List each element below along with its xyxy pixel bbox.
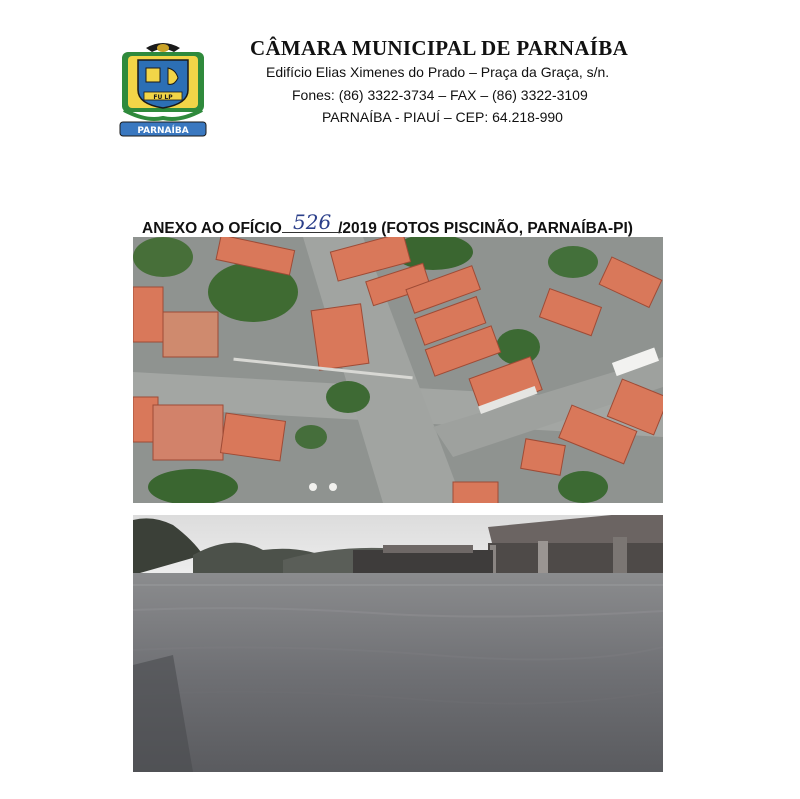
address-line: Edifício Elias Ximenes do Prado – Praça da Graça, s/n. bbox=[266, 64, 610, 80]
handwritten-office-number: 526 bbox=[286, 210, 338, 234]
coat-of-arms-icon bbox=[116, 38, 210, 142]
city-line: PARNAÍBA - PIAUÍ – CEP: 64.218-990 bbox=[322, 109, 563, 125]
crest-shield-text: FU LP bbox=[153, 94, 173, 101]
institution-title: CÂMARA MUNICIPAL DE PARNAÍBA bbox=[250, 36, 629, 60]
aerial-flood-photo bbox=[133, 237, 663, 503]
street-flood-photo bbox=[133, 515, 663, 772]
annex-heading bbox=[142, 210, 682, 238]
annex-suffix: /2019 (FOTOS PISCINÃO, PARNAÍBA-PI) bbox=[338, 220, 633, 237]
annex-prefix: ANEXO AO OFÍCIO bbox=[142, 220, 282, 237]
crest-banner-text: PARNAÍBA bbox=[137, 126, 189, 136]
letterhead bbox=[0, 0, 800, 150]
phones-line: Fones: (86) 3322-3734 – FAX – (86) 3322-3109 bbox=[292, 87, 588, 103]
